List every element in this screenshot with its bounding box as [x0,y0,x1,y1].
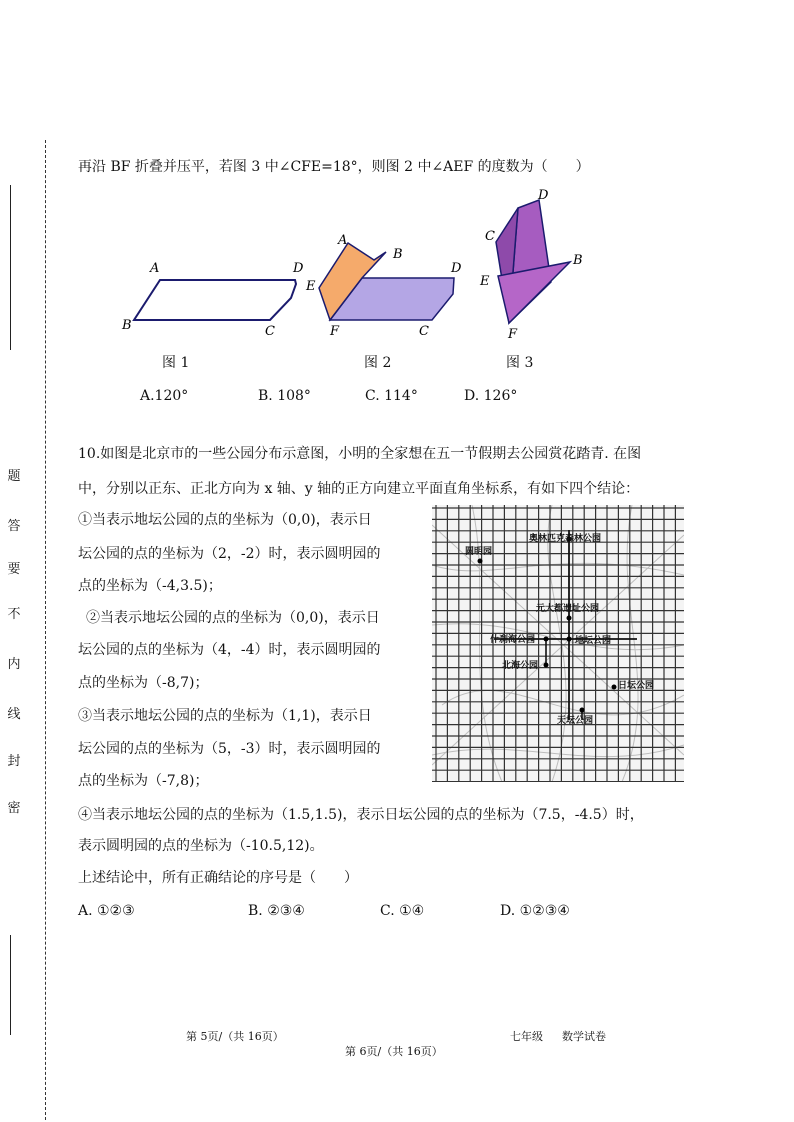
margin-char: 内 [7,657,21,672]
q9-choice-c: C. 114° [365,388,418,404]
fig2-label-F: F [330,324,340,339]
q10-choice-d: D. ①②③④ [500,903,570,919]
park-label-ritan: 日坛公园 [618,681,655,691]
q10-c3-line3: 点的坐标为（-7,8)； [78,773,209,789]
park-point-yuanda [567,616,572,621]
fig3-label-E: E [480,274,490,289]
fig1-parallelogram [134,280,296,320]
q9-choice-b: B. 108° [258,388,311,404]
q10-c2-line2: 坛公园的点的坐标为（4，-4）时，表示圆明园的 [78,642,381,658]
fig1-label-A: A [150,261,160,276]
park-point-yuanming [478,559,483,564]
margin-char: 不 [7,607,21,622]
fig2-label-E: E [306,279,316,294]
q10-choice-c: C. ①④ [380,903,425,919]
q9-choice-d: D. 126° [464,388,518,404]
q10-c1-line1: ①当表示地坛公园的点的坐标为（0,0)，表示日 [78,512,372,528]
fig1-label-B: B [122,318,132,333]
park-point-ditan [567,637,572,642]
footer-subject: 数学试卷 [562,1030,606,1043]
fig3-label-C: C [485,229,495,244]
park-map [432,505,684,782]
q10-c2-line3: 点的坐标为（-8,7)； [78,675,209,691]
q9-intro: 再沿 BF 折叠并压平，若图 3 中∠CFE=18°，则图 2 中∠AEF 的度数为（ ） [78,159,590,175]
park-label-yuanda: 元大都遗址公园 [536,604,600,614]
q10-c3-line2: 坛公园的点的坐标为（5，-3）时，表示圆明园的 [78,741,381,757]
q10-c1-line3: 点的坐标为（-4,3.5)； [78,578,222,594]
margin-char: 题 [7,469,21,484]
park-point-tiantan [580,708,585,713]
park-label-tiantan: 天坛公园 [557,716,594,726]
park-point-shicha [544,637,549,642]
q10-line1: 10.如图是北京市的一些公园分布示意图，小明的全家想在五一节假期去公园赏花踏青. 在图 [78,446,642,462]
fig3-caption: 图 3 [506,355,534,371]
q10-choice-a: A. ①②③ [78,903,135,919]
fig3-label-D: D [538,188,549,203]
q9-choice-a: A.120° [140,388,189,404]
margin-line-bottom [10,935,11,1035]
fig2-caption: 图 2 [364,355,392,371]
fig2-label-A: A [338,233,348,248]
fig1-caption: 图 1 [162,355,190,371]
footer-page6: 第 6页/（共 16页） [345,1045,443,1058]
q10-c1-line2: 坛公园的点的坐标为（2，-2）时，表示圆明园的 [78,546,381,562]
fig3-label-F: F [508,327,518,342]
park-point-ritan [612,685,617,690]
margin-char: 答 [7,519,21,534]
fig2-label-B: B [393,247,403,262]
fig3-label-B: B [573,253,583,268]
park-label-beihai: 北海公园 [502,661,539,671]
footer-page5: 第 5页/（共 16页） [186,1030,284,1043]
margin-line-top [10,185,11,350]
q10-c3-line1: ③当表示地坛公园的点的坐标为（1,1)，表示日 [78,708,372,724]
q10-c4-line2: 表示圆明园的点的坐标为（-10.5,12)。 [78,838,324,854]
binding-dashed-line [45,140,46,1120]
margin-char: 要 [7,562,21,577]
margin-char: 密 [7,801,21,816]
park-label-shicha: 什刹海公园 [490,635,536,645]
q10-c4-line1: ④当表示地坛公园的点的坐标为（1.5,1.5)，表示日坛公园的点的坐标为（7.5，-4.5）时， [78,807,644,823]
margin-char: 线 [7,707,21,722]
footer-grade: 七年级 [510,1030,543,1043]
fig1-label-C: C [265,324,275,339]
fig1-label-D: D [293,261,304,276]
q9-figures [110,180,600,355]
park-label-aolin: 奥林匹克森林公园 [529,534,602,544]
q10-c2-line1: ②当表示地坛公园的点的坐标为（0,0)，表示日 [86,610,380,626]
fig2-label-C: C [419,324,429,339]
park-point-beihai [544,663,549,668]
q10-line2: 中，分别以正东、正北方向为 x 轴、y 轴的正方向建立平面直角坐标系，有如下四个结论： [78,481,640,497]
q10-question: 上述结论中，所有正确结论的序号是（ ） [78,870,358,886]
margin-char: 封 [7,754,21,769]
q10-choice-b: B. ②③④ [248,903,305,919]
park-label-yuanming: 圆明园 [465,547,493,557]
park-label-ditan: 地坛公园 [575,636,612,646]
fig2-label-D: D [451,261,462,276]
